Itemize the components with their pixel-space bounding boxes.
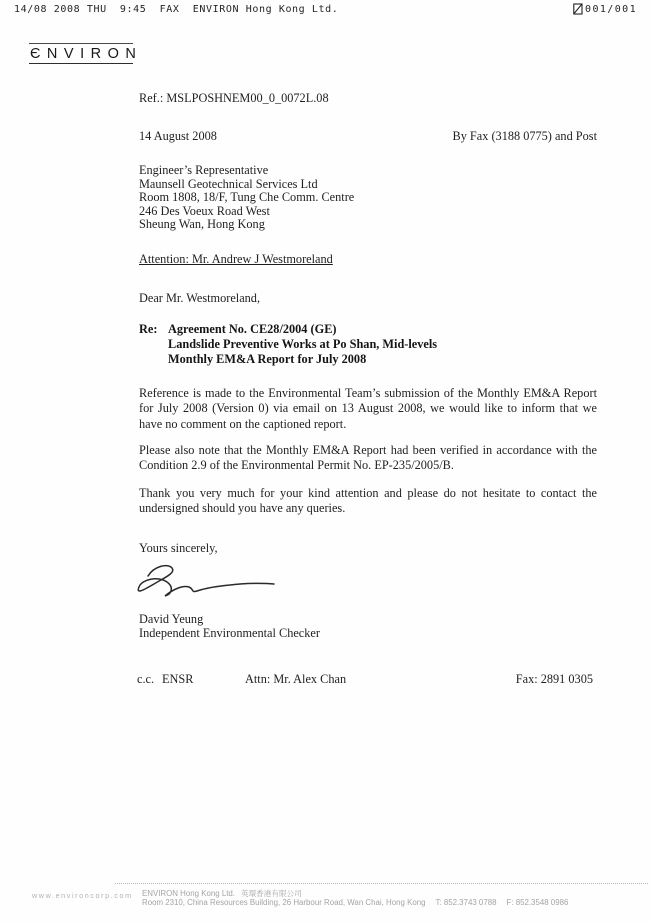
environ-logo <box>29 43 143 65</box>
body-paragraph-3: Thank you very much for your kind attention and please do not hesitate to contact the undersigned should you have any queries. <box>139 486 597 516</box>
footer-company-name: ENVIRON Hong Kong Ltd. <box>142 889 235 898</box>
valediction: Yours sincerely, <box>139 541 218 555</box>
subject-line: Monthly EM&A Report for July 2008 <box>168 352 367 367</box>
fax-page-count: 001/001 <box>585 3 637 15</box>
fax-transmission-header: 14/08 2008 THU 9:45 FAX ENVIRON Hong Kong Ltd. <box>14 4 339 15</box>
recipient-line: Room 1808, 18/F, Tung Che Comm. Centre <box>139 190 355 205</box>
logo-bottom-rule <box>29 63 133 65</box>
recipient-line: Engineer’s Representative <box>139 163 269 177</box>
recipient-line: Sheung Wan, Hong Kong <box>139 217 265 232</box>
subject-lines <box>168 322 437 368</box>
subject-line: Agreement No. CE28/2004 (GE) <box>168 322 337 336</box>
footer-divider <box>115 883 648 885</box>
handwritten-signature <box>134 558 286 613</box>
footer-address: Room 2310, China Resources Building, 26 Harbour Road, Wan Chai, Hong Kong <box>142 898 426 907</box>
body-paragraph-2: Please also note that the Monthly EM&A Report had been verified in accordance with the Condition 2.9 of the Environmental Permit No. EP-235/2005/B. <box>139 443 597 473</box>
reference-line: Ref.: MSLPOSHNEM00_0_0072L.08 <box>139 91 329 105</box>
cc-organization: ENSR <box>162 672 194 686</box>
recipient-address <box>139 164 354 232</box>
footer-fax: F: 852.3548 0986 <box>506 898 569 907</box>
delivery-method: By Fax (3188 0775) and Post <box>452 129 597 143</box>
subject-line: Landslide Preventive Works at Po Shan, Mid-levels <box>168 337 438 352</box>
letter-date: 14 August 2008 <box>139 129 217 143</box>
signatory-name: David Yeung <box>139 612 204 626</box>
fax-page-icon <box>573 3 583 15</box>
signatory-block <box>139 613 320 640</box>
cc-fax-number: Fax: 2891 0305 <box>515 672 593 686</box>
footer-company-name-chinese: 英環香港有限公司 <box>240 889 302 898</box>
cc-label: c.c. <box>137 672 155 686</box>
recipient-line: 246 Des Voeux Road West <box>139 203 270 218</box>
body-paragraph-1: Reference is made to the Environmental Team’s submission of the Monthly EM&A Report for July 2008 (Version 0) via email on 13 August 2008, we would like to inform that we have no comment on the captioned report. <box>139 386 597 431</box>
subject-label: Re: <box>139 322 158 336</box>
logo-wordmark: ЄNVIRON <box>30 46 143 62</box>
footer-address-line <box>142 898 568 907</box>
fax-page-indicator <box>573 3 637 15</box>
signatory-title: Independent Environmental Checker <box>139 625 320 640</box>
footer-website: www.environcorp.com <box>32 891 133 900</box>
recipient-line: Maunsell Geotechnical Services Ltd <box>139 176 318 191</box>
cc-attention: Attn: Mr. Alex Chan <box>245 672 347 686</box>
salutation: Dear Mr. Westmoreland, <box>139 291 261 305</box>
subject-block <box>139 322 437 368</box>
attention-line: Attention: Mr. Andrew J Westmoreland <box>139 252 333 266</box>
date-row <box>139 129 597 144</box>
footer-tel: T: 852.3743 0788 <box>435 898 497 907</box>
